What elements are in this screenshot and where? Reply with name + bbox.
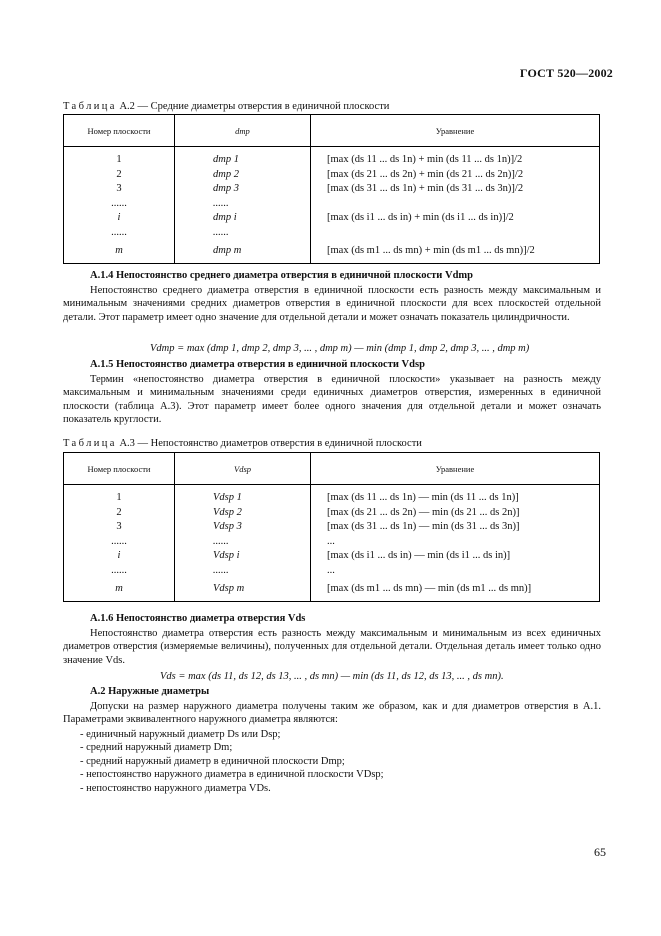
table-row (64, 197, 600, 212)
col-header-plane: Номер плоскости (64, 115, 175, 147)
standard-header: ГОСТ 520—2002 (519, 66, 613, 80)
table-cell (311, 226, 600, 241)
col-header-equation: Уравнение (311, 115, 600, 147)
formula-vds: Vds = max (ds 11, ds 12, ds 13, ... , ds mn) — min (ds 11, ds 12, ds 13, ... , ds mn). (160, 671, 504, 682)
table-row (64, 241, 600, 264)
section-a15-text: Термин «непостоянство диаметра отверстия в единичной плоскости» указывает на разность между максимальным и минимальным значениями среди единичных диаметров отверстия, измеренных в единичной плоскости (таблица А.3). Этот параметр имеет более одного значения для отдельной детали и может означать показатель круглости. (63, 374, 601, 426)
formula-vdmp: Vdmp = max (dmp 1, dmp 2, dmp 3, ... , dmp m) — min (dmp 1, dmp 2, dmp 3, ... , dmp m) (150, 343, 530, 354)
section-a15-heading: А.1.5 Непостоянство диаметра отверстия в единичной плоскости Vdsp (90, 359, 425, 370)
table-row (64, 211, 600, 226)
list-item: - непостоянство наружного диаметра VDs. (80, 782, 271, 794)
table-cell: [max (ds m1 ... ds mn) + min (ds m1 ... ds mn)]/2 (311, 241, 600, 264)
table-cell: dmp m (175, 241, 311, 264)
table-cell: m (64, 579, 175, 602)
table-cell: ...... (64, 197, 175, 212)
caption-text: А.3 — Непостоянство диаметров отверстия в единичной плоскости (116, 438, 422, 449)
list-item: - непостоянство наружного диаметра в единичной плоскости VDsp; (80, 769, 384, 781)
table-row (64, 506, 600, 521)
list-item: - единичный наружный диаметр Ds или Dsp; (80, 729, 281, 740)
table-cell: [max (ds 11 ... ds 1n) — min (ds 11 ... ds 1n)] (311, 485, 600, 506)
table-cell: [max (ds 21 ... ds 2n) — min (ds 21 ... ds 2n)] (311, 506, 600, 521)
table-cell: [max (ds i1 ... ds in) — min (ds i1 ... ds in)] (311, 549, 600, 564)
page-number: 65 (594, 845, 606, 859)
table-row (64, 549, 600, 564)
section-a14-text: Непостоянство среднего диаметра отверстия в единичной плоскости есть разность между максимальным и минимальным значениями средних диаметров отверстия в единичной плоскости для всех плоскостей отдельной детали. Этот параметр имеет одно значение для отдельной детали и может означать показатель цилиндричности. (63, 285, 601, 323)
table-cell: dmp 3 (175, 182, 311, 197)
table-cell: Vdsp i (175, 549, 311, 564)
table-row (64, 535, 600, 550)
table-cell (311, 197, 600, 212)
section-a16-text: Непостоянство диаметра отверстия есть разность между максимальным и минимальным из всех единичных диаметров отверстия (измеряемые величины), полученных для отдельной детали. Отдельная деталь имеет только одно значение Vds. (63, 628, 601, 666)
table-a3 (63, 452, 600, 602)
table-cell: Vdsp 3 (175, 520, 311, 535)
section-a16-heading: А.1.6 Непостоянство диаметра отверстия Vds (90, 613, 306, 624)
table-row (64, 168, 600, 183)
caption-label: Таблица (63, 438, 117, 449)
section-a2-heading: А.2 Наружные диаметры (90, 686, 210, 697)
table-cell: [max (ds 31 ... ds 1n) + min (ds 31 ... ds 3n)]/2 (311, 182, 600, 197)
table-row (64, 182, 600, 197)
table-cell: [max (ds 11 ... ds 1n) + min (ds 11 ... ds 1n)]/2 (311, 147, 600, 168)
table-cell: ...... (175, 226, 311, 241)
table-a2 (63, 114, 600, 264)
table-cell: [max (ds 31 ... ds 1n) — min (ds 31 ... ds 3n)] (311, 520, 600, 535)
table-cell: ...... (64, 535, 175, 550)
table-cell: ...... (175, 535, 311, 550)
table-cell: 3 (64, 520, 175, 535)
table-cell: i (64, 211, 175, 226)
table-cell: ... (311, 564, 600, 579)
table-cell: [max (ds 21 ... ds 2n) + min (ds 21 ... ds 2n)]/2 (311, 168, 600, 183)
table-row (64, 226, 600, 241)
table-cell: m (64, 241, 175, 264)
table-cell: 2 (64, 168, 175, 183)
section-a14-heading: А.1.4 Непостоянство среднего диаметра отверстия в единичной плоскости Vdmp (90, 270, 473, 281)
bullet-list (80, 728, 384, 795)
list-item: - средний наружный диаметр Dm; (80, 742, 233, 754)
table-cell: i (64, 549, 175, 564)
table-cell: ... (311, 535, 600, 550)
table-cell: ...... (64, 564, 175, 579)
table-a3-caption (63, 438, 422, 449)
list-item: - средний наружный диаметр в единичной плоскости Dmp; (80, 755, 345, 767)
table-cell: dmp i (175, 211, 311, 226)
table-cell: dmp 1 (175, 147, 311, 168)
table-cell: 3 (64, 182, 175, 197)
caption-label: Таблица (63, 101, 117, 112)
table-row (64, 520, 600, 535)
table-row (64, 564, 600, 579)
table-cell: 2 (64, 506, 175, 521)
col-header-dmp: dmp (175, 115, 311, 147)
table-cell: [max (ds i1 ... ds in) + min (ds i1 ... ds in)]/2 (311, 211, 600, 226)
table-cell: Vdsp 1 (175, 485, 311, 506)
section-a2-text: Допуски на размер наружного диаметра получены таким же образом, как и для диаметров отверстия в А.1. Параметрами эквивалентного наружного диаметра являются: (63, 701, 601, 726)
table-cell: 1 (64, 147, 175, 168)
table-row (64, 485, 600, 506)
table-a2-caption (63, 101, 389, 112)
table-row (64, 147, 600, 168)
table-row (64, 579, 600, 602)
col-header-plane: Номер плоскости (64, 453, 175, 485)
table-cell: ...... (175, 197, 311, 212)
table-cell: Vdsp 2 (175, 506, 311, 521)
table-cell: ...... (175, 564, 311, 579)
caption-text: А.2 — Средние диаметры отверстия в единичной плоскости (116, 101, 390, 112)
col-header-vdsp: Vdsp (175, 453, 311, 485)
table-cell: dmp 2 (175, 168, 311, 183)
table-cell: [max (ds m1 ... ds mn) — min (ds m1 ... ds mn)] (311, 579, 600, 602)
table-cell: 1 (64, 485, 175, 506)
table-cell: ...... (64, 226, 175, 241)
table-cell: Vdsp m (175, 579, 311, 602)
col-header-equation: Уравнение (311, 453, 600, 485)
